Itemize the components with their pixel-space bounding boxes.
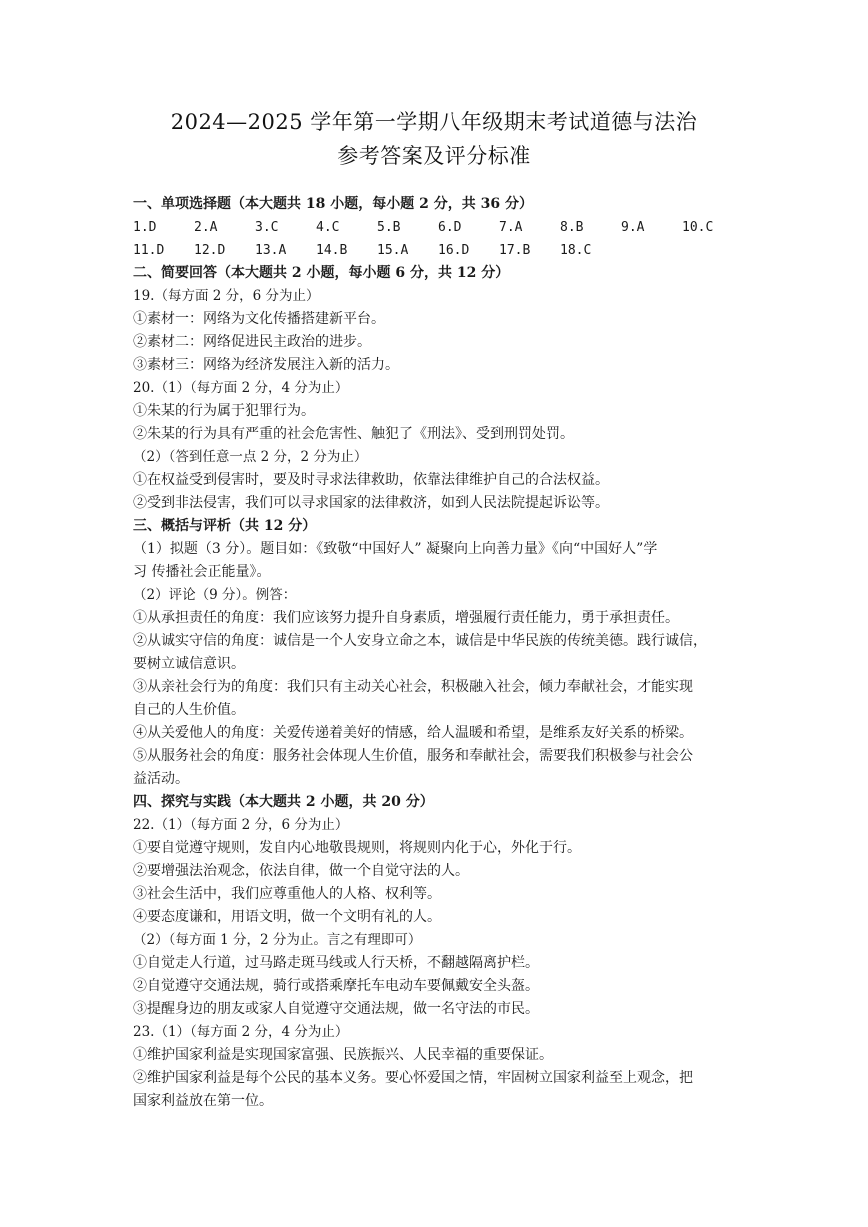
question-22-2-scoring-note: （2）（每方面 1 分，2 分为止。言之有理即可） (133, 932, 422, 948)
choice-answer: 4.C (316, 220, 340, 235)
document-subtitle: 参考答案及评分标准 (337, 144, 531, 168)
question-23-1-scoring-note: 23.（1）（每方面 2 分，4 分为止） (133, 1024, 349, 1040)
choice-answers-row-1 (133, 216, 743, 239)
answer-point: ③素材三：网络为经济发展注入新的活力。 (133, 357, 399, 373)
answer-point: ②受到非法侵害，我们可以寻求国家的法律救济，如到人民法院提起诉讼等。 (133, 495, 609, 511)
answer-point: ①要自觉遵守规则，发自内心地敬畏规则，将规则内化于心，外化于行。 (133, 840, 581, 856)
answer-point: ①维护国家利益是实现国家富强、民族振兴、人民幸福的重要保证。 (133, 1047, 553, 1063)
section-heading-summary-review: 三、概括与评析（共 12 分） (133, 518, 317, 534)
choice-answer: 17.B (499, 243, 531, 258)
choice-answer: 6.D (438, 220, 462, 235)
question-22-1-scoring-note: 22.（1）（每方面 2 分，6 分为止） (133, 817, 349, 833)
choice-answer: 12.D (194, 243, 226, 258)
answer-point: ②朱某的行为具有严重的社会危害性、触犯了《刑法》、受到刑罚处罚。 (133, 426, 574, 442)
answer-point: ①自觉走人行道，过马路走斑马线或人行天桥，不翻越隔离护栏。 (133, 955, 539, 971)
answer-point: ④从关爱他人的角度：关爱传递着美好的情感，给人温暖和希望，是维系友好关系的桥梁。 (133, 725, 693, 741)
answer-point: ②要增强法治观念，依法自律，做一个自觉守法的人。 (133, 863, 469, 879)
choice-answer: 10.C (682, 220, 714, 235)
answer-point: ①在权益受到侵害时，要及时寻求法律救助，依靠法律维护自己的合法权益。 (133, 472, 609, 488)
answer-point: ①朱某的行为属于犯罪行为。 (133, 403, 315, 419)
answer-point: ③社会生活中，我们应尊重他人的人格、权利等。 (133, 886, 441, 902)
answer-point-cont: 益活动。 (133, 771, 189, 787)
choice-answer: 5.B (377, 220, 401, 235)
choice-answers-row-2 (133, 239, 743, 262)
answer-point: ⑤从服务社会的角度：服务社会体现人生价值，服务和奉献社会，需要我们积极参与社会公 (133, 748, 693, 764)
section-heading-short-answer: 二、简要回答（本大题共 2 小题，每小题 6 分，共 12 分） (133, 265, 510, 281)
answer-point-cont: 国家利益放在第一位。 (133, 1093, 273, 1109)
choice-answer: 2.A (194, 220, 218, 235)
question-19-scoring-note: 19.（每方面 2 分，6 分为止） (133, 288, 320, 304)
answer-point: ④要态度谦和，用语文明，做一个文明有礼的人。 (133, 909, 441, 925)
answer-point: ③从亲社会行为的角度：我们只有主动关心社会，积极融入社会，倾力奉献社会，才能实现 (133, 679, 693, 695)
question-21-1-text-cont: 习 传播社会正能量》。 (133, 564, 271, 580)
choice-answer: 1.D (133, 220, 157, 235)
question-20-1-scoring-note: 20.（1）（每方面 2 分，4 分为止） (133, 380, 349, 396)
choice-answer: 14.B (316, 243, 348, 258)
answer-point: ②自觉遵守交通法规，骑行或搭乘摩托车电动车要佩戴安全头盔。 (133, 978, 539, 994)
document-title: 2024—2025 学年第一学期八年级期末考试道德与法治 (170, 110, 698, 134)
answer-point-cont: 自己的人生价值。 (133, 702, 245, 718)
choice-answer: 8.B (560, 220, 584, 235)
choice-answer: 13.A (255, 243, 287, 258)
answer-point-cont: 要树立诚信意识。 (133, 656, 245, 672)
choice-answer: 7.A (499, 220, 523, 235)
question-21-2-scoring-note: （2）评论（9 分）。例答： (133, 587, 297, 603)
answer-point: ②从诚实守信的角度：诚信是一个人安身立命之本，诚信是中华民族的传统美德。践行诚信， (133, 633, 707, 649)
answer-point: ③提醒身边的朋友或家人自觉遵守交通法规，做一名守法的市民。 (133, 1001, 539, 1017)
choice-answer: 18.C (560, 243, 592, 258)
answer-content (133, 193, 743, 1113)
answer-point: ①从承担责任的角度：我们应该努力提升自身素质，增强履行责任能力，勇于承担责任。 (133, 610, 679, 626)
choice-answer: 11.D (133, 243, 165, 258)
section-heading-choice: 一、单项选择题（本大题共 18 小题，每小题 2 分，共 36 分） (133, 196, 533, 212)
question-20-2-scoring-note: （2）（答到任意一点 2 分，2 分为止） (133, 449, 368, 465)
choice-answer: 15.A (377, 243, 409, 258)
answer-point: ②素材二：网络促进民主政治的进步。 (133, 334, 371, 350)
choice-answer: 9.A (621, 220, 645, 235)
choice-answer: 16.D (438, 243, 470, 258)
answer-point: ②维护国家利益是每个公民的基本义务。要心怀爱国之情，牢固树立国家利益至上观念，把 (133, 1070, 693, 1086)
section-heading-inquiry-practice: 四、探究与实践（本大题共 2 小题，共 20 分） (133, 794, 434, 810)
choice-answer: 3.C (255, 220, 279, 235)
question-21-1-text: （1）拟题（3 分）。题目如：《致敬“中国好人” 凝聚向上向善力量》《向“中国好人”学 (133, 541, 658, 557)
answer-point: ①素材一：网络为文化传播搭建新平台。 (133, 311, 385, 327)
